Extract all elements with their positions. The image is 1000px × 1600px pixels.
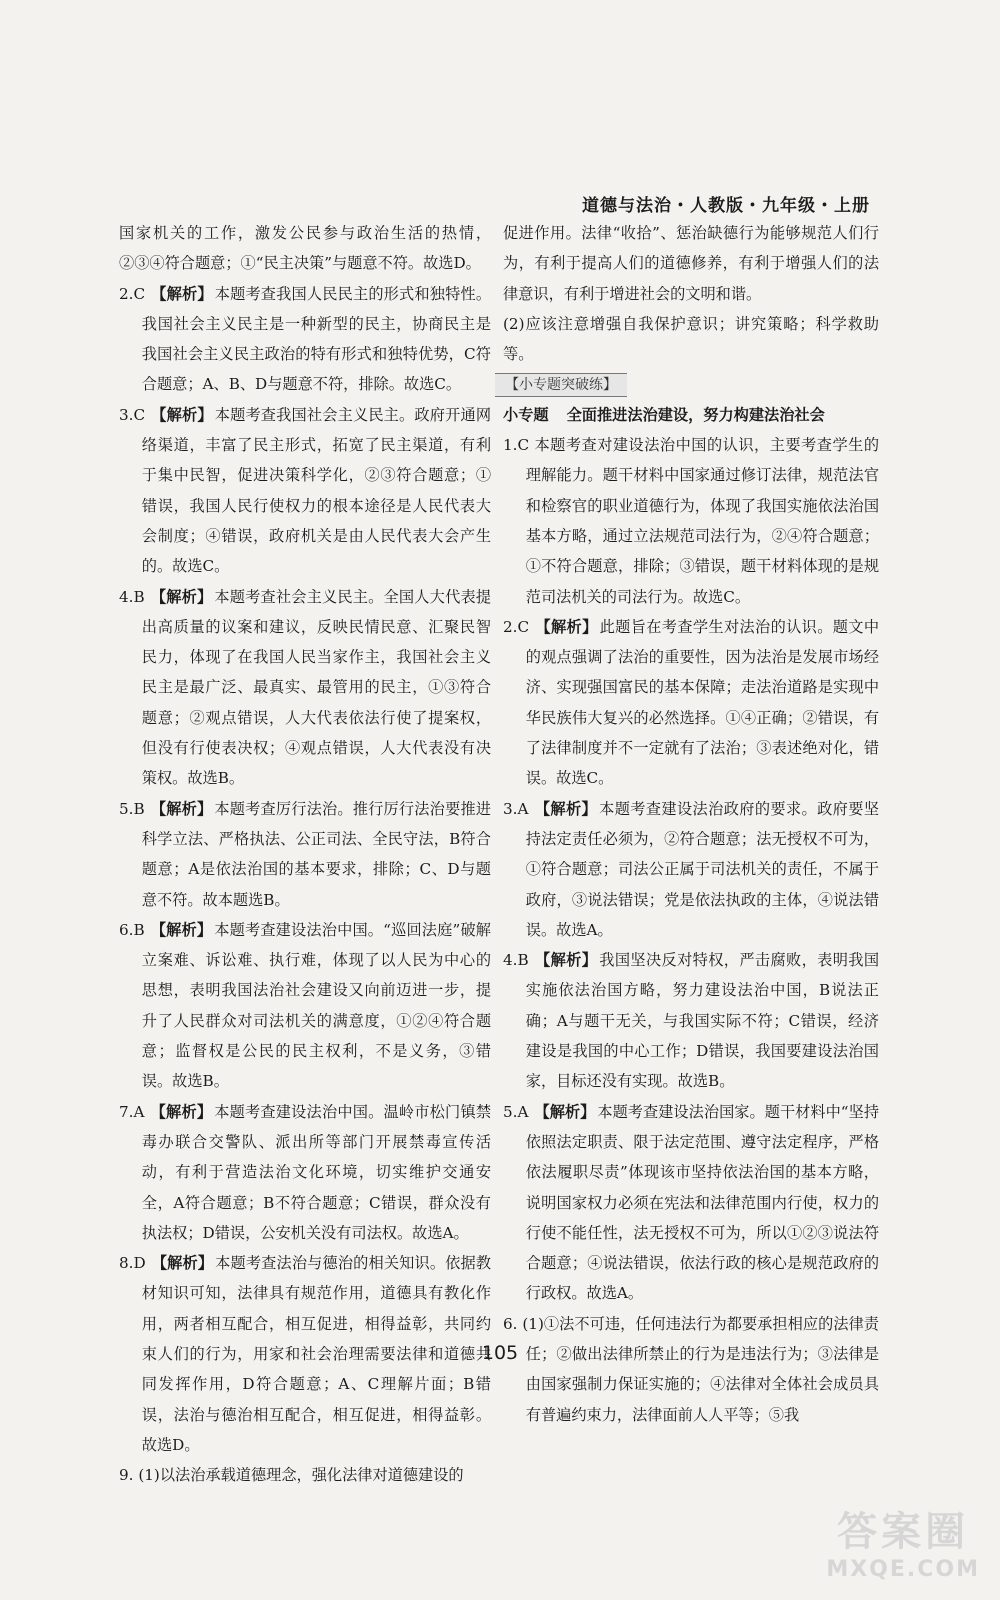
answer-item xyxy=(503,430,879,612)
right-column xyxy=(503,218,879,1430)
answer-text: 本题考查厉行法治。推行厉行法治要推进科学立法、严格执法、公正司法、全民守法，B符合题意；A是依法治国的基本要求，排除；C、D与题意不符。故本题选B。 xyxy=(141,799,492,909)
analysis-tag: 【解析】 xyxy=(534,1102,596,1121)
analysis-tag: 【解析】 xyxy=(150,1102,213,1121)
answer-text: 此题旨在考查学生对法治的认识。题文中的观点强调了法治的重要性，因为法治是发展市场经济、实现强国富民的基本保障；走法治道路是实现中华民族伟大复兴的必然选择。①④正确；②错误，有了法律制度并不一定就有了法治；③表述绝对化，错误。故选C。 xyxy=(525,617,880,788)
answer-number: 3.A xyxy=(503,799,529,818)
answer-number: 3.C xyxy=(119,405,146,424)
analysis-tag: 【解析】 xyxy=(535,617,598,636)
answer-item xyxy=(119,582,491,794)
answer-number: 4.B xyxy=(503,951,529,970)
answer-item xyxy=(119,279,491,400)
answer-item xyxy=(119,400,491,582)
answer-item xyxy=(503,1309,879,1430)
answer-text: 本题考查我国社会主义民主。政府开通网络渠道，丰富了民主形式，拓宽了民主渠道，有利于集中民智，促进决策科学化，②③符合题意；①错误，我国人民行使权力的根本途径是人民代表大会制度；④错误，政府机关是由人民代表大会产生的。故选C。 xyxy=(141,405,492,576)
answer-number: 5.A xyxy=(503,1102,529,1121)
answer-item xyxy=(503,794,879,945)
answer-number: 6. xyxy=(503,1314,518,1333)
answer-continuation: 国家机关的工作，激发公民参与政治生活的热情，②③④符合题意；①“民主决策”与题意不符。故选D。 xyxy=(119,224,491,273)
page-number: 105 xyxy=(481,1342,519,1364)
watermark xyxy=(826,1500,980,1582)
watermark-logo: 答案圈 xyxy=(837,1509,970,1555)
answer-text: (1)以法治承载道德理念，强化法律对道德建设的 xyxy=(138,1466,464,1485)
answer-text: (1)①法不可违，任何违法行为都要承担相应的法律责任；②做出法律所禁止的行为是违法行为；③法律是由国家强制力保证实施的；④法律对全体社会成员具有普遍约束力，法律面前人人平等；⑤我 xyxy=(522,1314,879,1424)
section-title-text: 全面推进法治建设，努力构建法治社会 xyxy=(566,405,825,424)
answer-text: 本题考查建设法治中国。温岭市松门镇禁毒办联合交警队、派出所等部门开展禁毒宣传活动，有利于营造法治文化环境，切实维护交通安全，A符合题意；B不符合题意；C错误，群众没有执法权；D错误，公安机关没有司法权。故选A。 xyxy=(141,1102,492,1242)
answer-subpart: (2)应该注意增强自我保护意识；讲究策略；科学救助等。 xyxy=(503,314,879,364)
left-column xyxy=(119,218,491,1490)
section-tab: 【小专题突破练】 xyxy=(495,373,627,397)
analysis-tag: 【解析】 xyxy=(150,920,213,939)
answer-text: 本题考查建设法治国家。题干材料中“坚持依照法定职责、限于法定范围、遵守法定程序，严格依法履职尽责”体现该市坚持依法治国的基本方略，说明国家权力必须在宪法和法律范围内行使，权力的行使不能任性，法无授权不可为，所以①②③说法符合题意；④说法错误，依法行政的核心是规范政府的行政权。故选A。 xyxy=(525,1102,880,1303)
section-title-label: 小专题 xyxy=(503,405,549,424)
answer-item xyxy=(503,612,879,794)
answer-item xyxy=(119,1097,491,1248)
analysis-tag: 【解析】 xyxy=(150,799,213,818)
answer-text: 本题考查建设法治中国。“巡回法庭”破解立案难、诉讼难、执行难，体现了以人民为中心的思想，表明我国法治社会建设又向前迈进一步，提升了人民群众对司法机关的满意度，①②④符合题意；监督权是公民的民主权利，不是义务，③错误。故选B。 xyxy=(141,920,491,1091)
answer-number: 9. xyxy=(119,1466,134,1485)
answer-continuation: 促进作用。法律“收拾”、惩治缺德行为能够规范人们行为，有利于提高人们的道德修养，有利于增强人们的法律意识，有利于增进社会的文明和谐。 xyxy=(503,224,879,303)
answer-text: 本题考查法治与德治的相关知识。依据教材知识可知，法律具有规范作用，道德具有教化作用，两者相互配合，相互促进，相得益彰，共同约束人们的行为，用家和社会治理需要法律和道德共同发挥作用，D符合题意；A、C理解片面；B错误，法治与德治相互配合，相互促进，相得益彰。故选D。 xyxy=(141,1254,492,1454)
section-title xyxy=(503,400,879,430)
analysis-tag: 【解析】 xyxy=(534,799,598,818)
analysis-tag: 【解析】 xyxy=(151,405,213,424)
answer-text: 本题考查我国人民民主的形式和独特性。我国社会主义民主是一种新型的民主，协商民主是我国社会主义民主政治的特有形式和独特优势，C符合题意；A、B、D与题意不符，排除。故选C。 xyxy=(141,284,492,394)
answer-item xyxy=(119,1460,491,1490)
answer-item xyxy=(119,794,491,915)
answer-item xyxy=(503,945,879,1096)
answer-number: 4.B xyxy=(119,587,145,606)
answer-text: 本题考查社会主义民主。全国人大代表提出高质量的议案和建议，反映民情民意、汇聚民智民力，体现了在我国人民当家作主，我国社会主义民主是最广泛、最真实、最管用的民主，①③符合题意；②观点错误，人大代表依法行使了提案权，但没有行使表决权；④观点错误，人大代表没有决策权。故选B。 xyxy=(141,587,492,788)
answer-item xyxy=(119,915,491,1097)
answer-text: 我国坚决反对特权，严击腐败，表明我国实施依法治国方略，努力建设法治中国，B说法正确；A与题干无关，与我国实际不符；C错误，经济建设是我国的中心工作；D错误，我国要建设法治国家，目标还没有实现。故选B。 xyxy=(525,951,880,1091)
answer-number: 5.B xyxy=(119,799,145,818)
answer-item xyxy=(503,1097,879,1309)
analysis-tag: 【解析】 xyxy=(151,1254,214,1273)
answer-text: 本题考查对建设法治中国的认识，主要考查学生的理解能力。题干材料中国家通过修订法律，规范法官和检察官的职业道德行为，体现了我国实施依法治国基本方略，通过立法规范司法行为，②④符合题意；①不符合题意，排除；③错误，题干材料体现的是规范司法机关的司法行为。故选C。 xyxy=(525,436,880,606)
analysis-tag: 【解析】 xyxy=(534,951,598,970)
answer-number: 2.C xyxy=(503,617,530,636)
answer-number: 6.B xyxy=(119,920,145,939)
analysis-tag: 【解析】 xyxy=(151,284,213,303)
running-header: 道德与法治・人教版・九年级・上册 xyxy=(582,196,870,216)
analysis-tag: 【解析】 xyxy=(150,587,213,606)
answer-number: 2.C xyxy=(119,284,146,303)
answer-number: 1.C xyxy=(503,436,530,455)
answer-number: 7.A xyxy=(119,1102,145,1121)
watermark-text: MXQE.COM xyxy=(826,1557,980,1582)
answer-text: 本题考查建设法治政府的要求。政府要坚持法定责任必须为，②符合题意；法无授权不可为，①符合题意；司法公正属于司法机关的责任，不属于政府，③说法错误；党是依法执政的主体，④说法错误。故选A。 xyxy=(525,799,880,939)
answer-number: 8.D xyxy=(119,1254,146,1273)
